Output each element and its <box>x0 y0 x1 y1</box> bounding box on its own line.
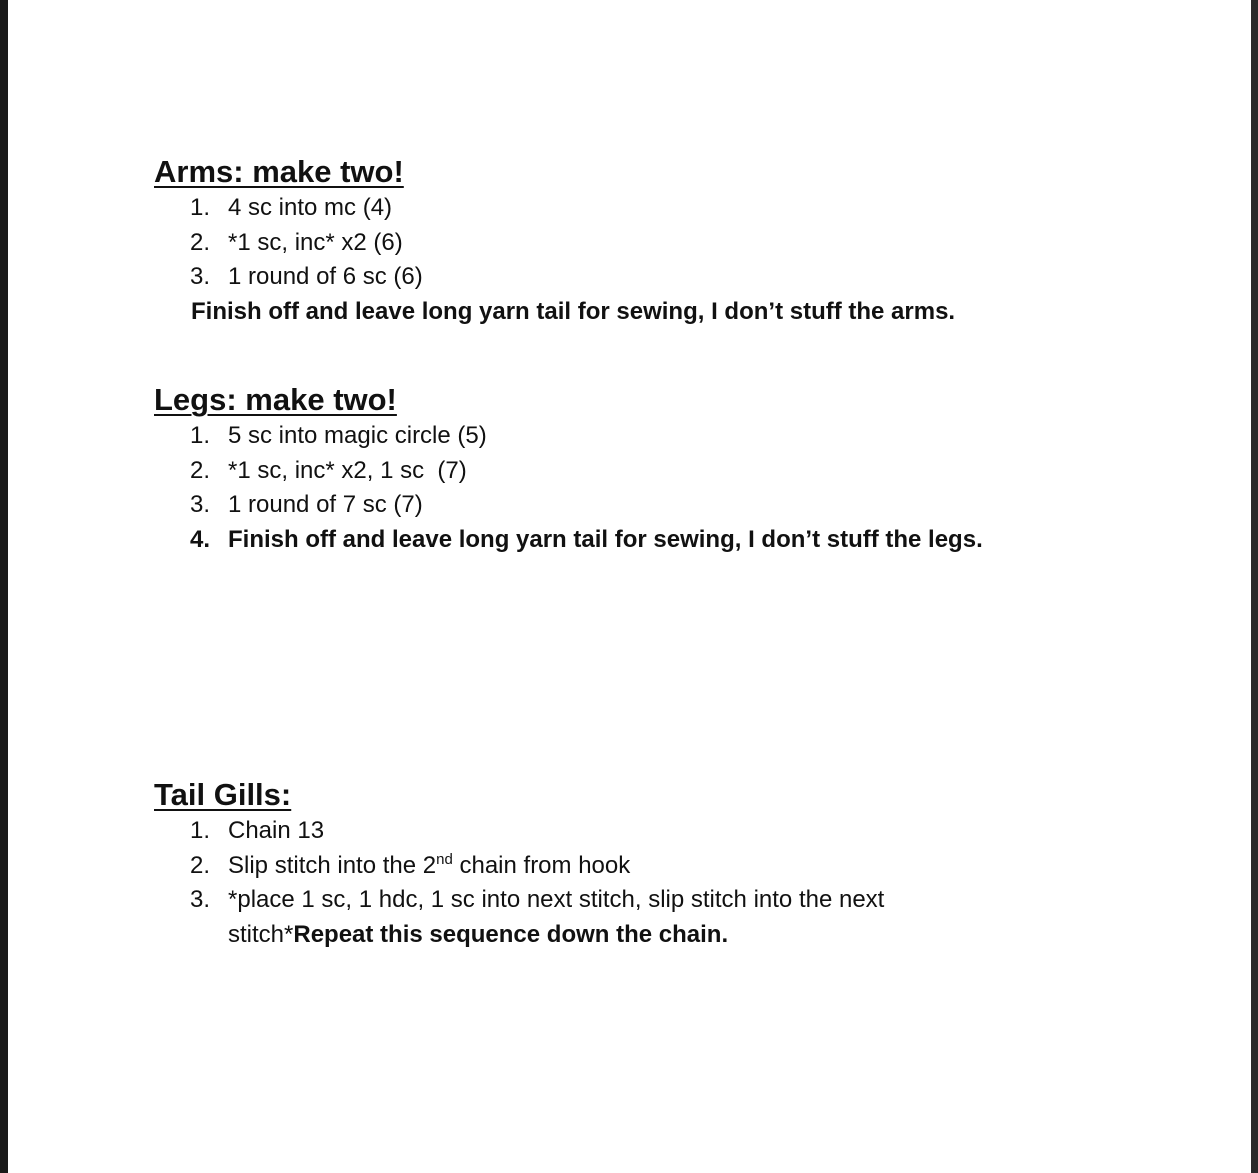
arms-note: Finish off and leave long yarn tail for sewing, I don’t stuff the arms. <box>191 297 956 325</box>
legs-heading: Legs: make two! <box>154 382 397 417</box>
legs-steps <box>154 419 1054 557</box>
arms-step: 2. *1 sc, inc* x2 (6) <box>190 228 403 256</box>
legs-step: 3. 1 round of 7 sc (7) <box>190 491 423 518</box>
arms-steps <box>154 191 1054 295</box>
tail-gills-step: 3. *place 1 sc, 1 hdc, 1 sc into next stitch, slip stitch into the next stitch*Repeat this sequence down the chain. <box>190 886 885 948</box>
legs-step: 1. 5 sc into magic circle (5) <box>190 422 487 449</box>
arms-step: 3. 1 round of 6 sc (6) <box>190 263 423 290</box>
right-border <box>1251 0 1258 1173</box>
legs-section <box>154 381 1054 557</box>
left-border <box>0 0 8 1173</box>
arms-step: 1. 4 sc into mc (4) <box>190 194 393 221</box>
tail-gills-steps <box>154 814 1054 952</box>
tail-gills-heading: Tail Gills: <box>154 777 292 812</box>
arms-heading: Arms: make two! <box>154 154 404 189</box>
legs-step: 4. Finish off and leave long yarn tail for sewing, I don’t stuff the legs. <box>190 525 983 553</box>
arms-section <box>154 153 1054 329</box>
document-page <box>8 0 1251 1173</box>
legs-step: 2. *1 sc, inc* x2, 1 sc (7) <box>190 456 467 484</box>
tail-gills-step: 1. Chain 13 <box>190 817 325 844</box>
tail-gills-section <box>154 776 1054 952</box>
tail-gills-step: 2. Slip stitch into the 2nd chain from hook <box>190 850 631 879</box>
